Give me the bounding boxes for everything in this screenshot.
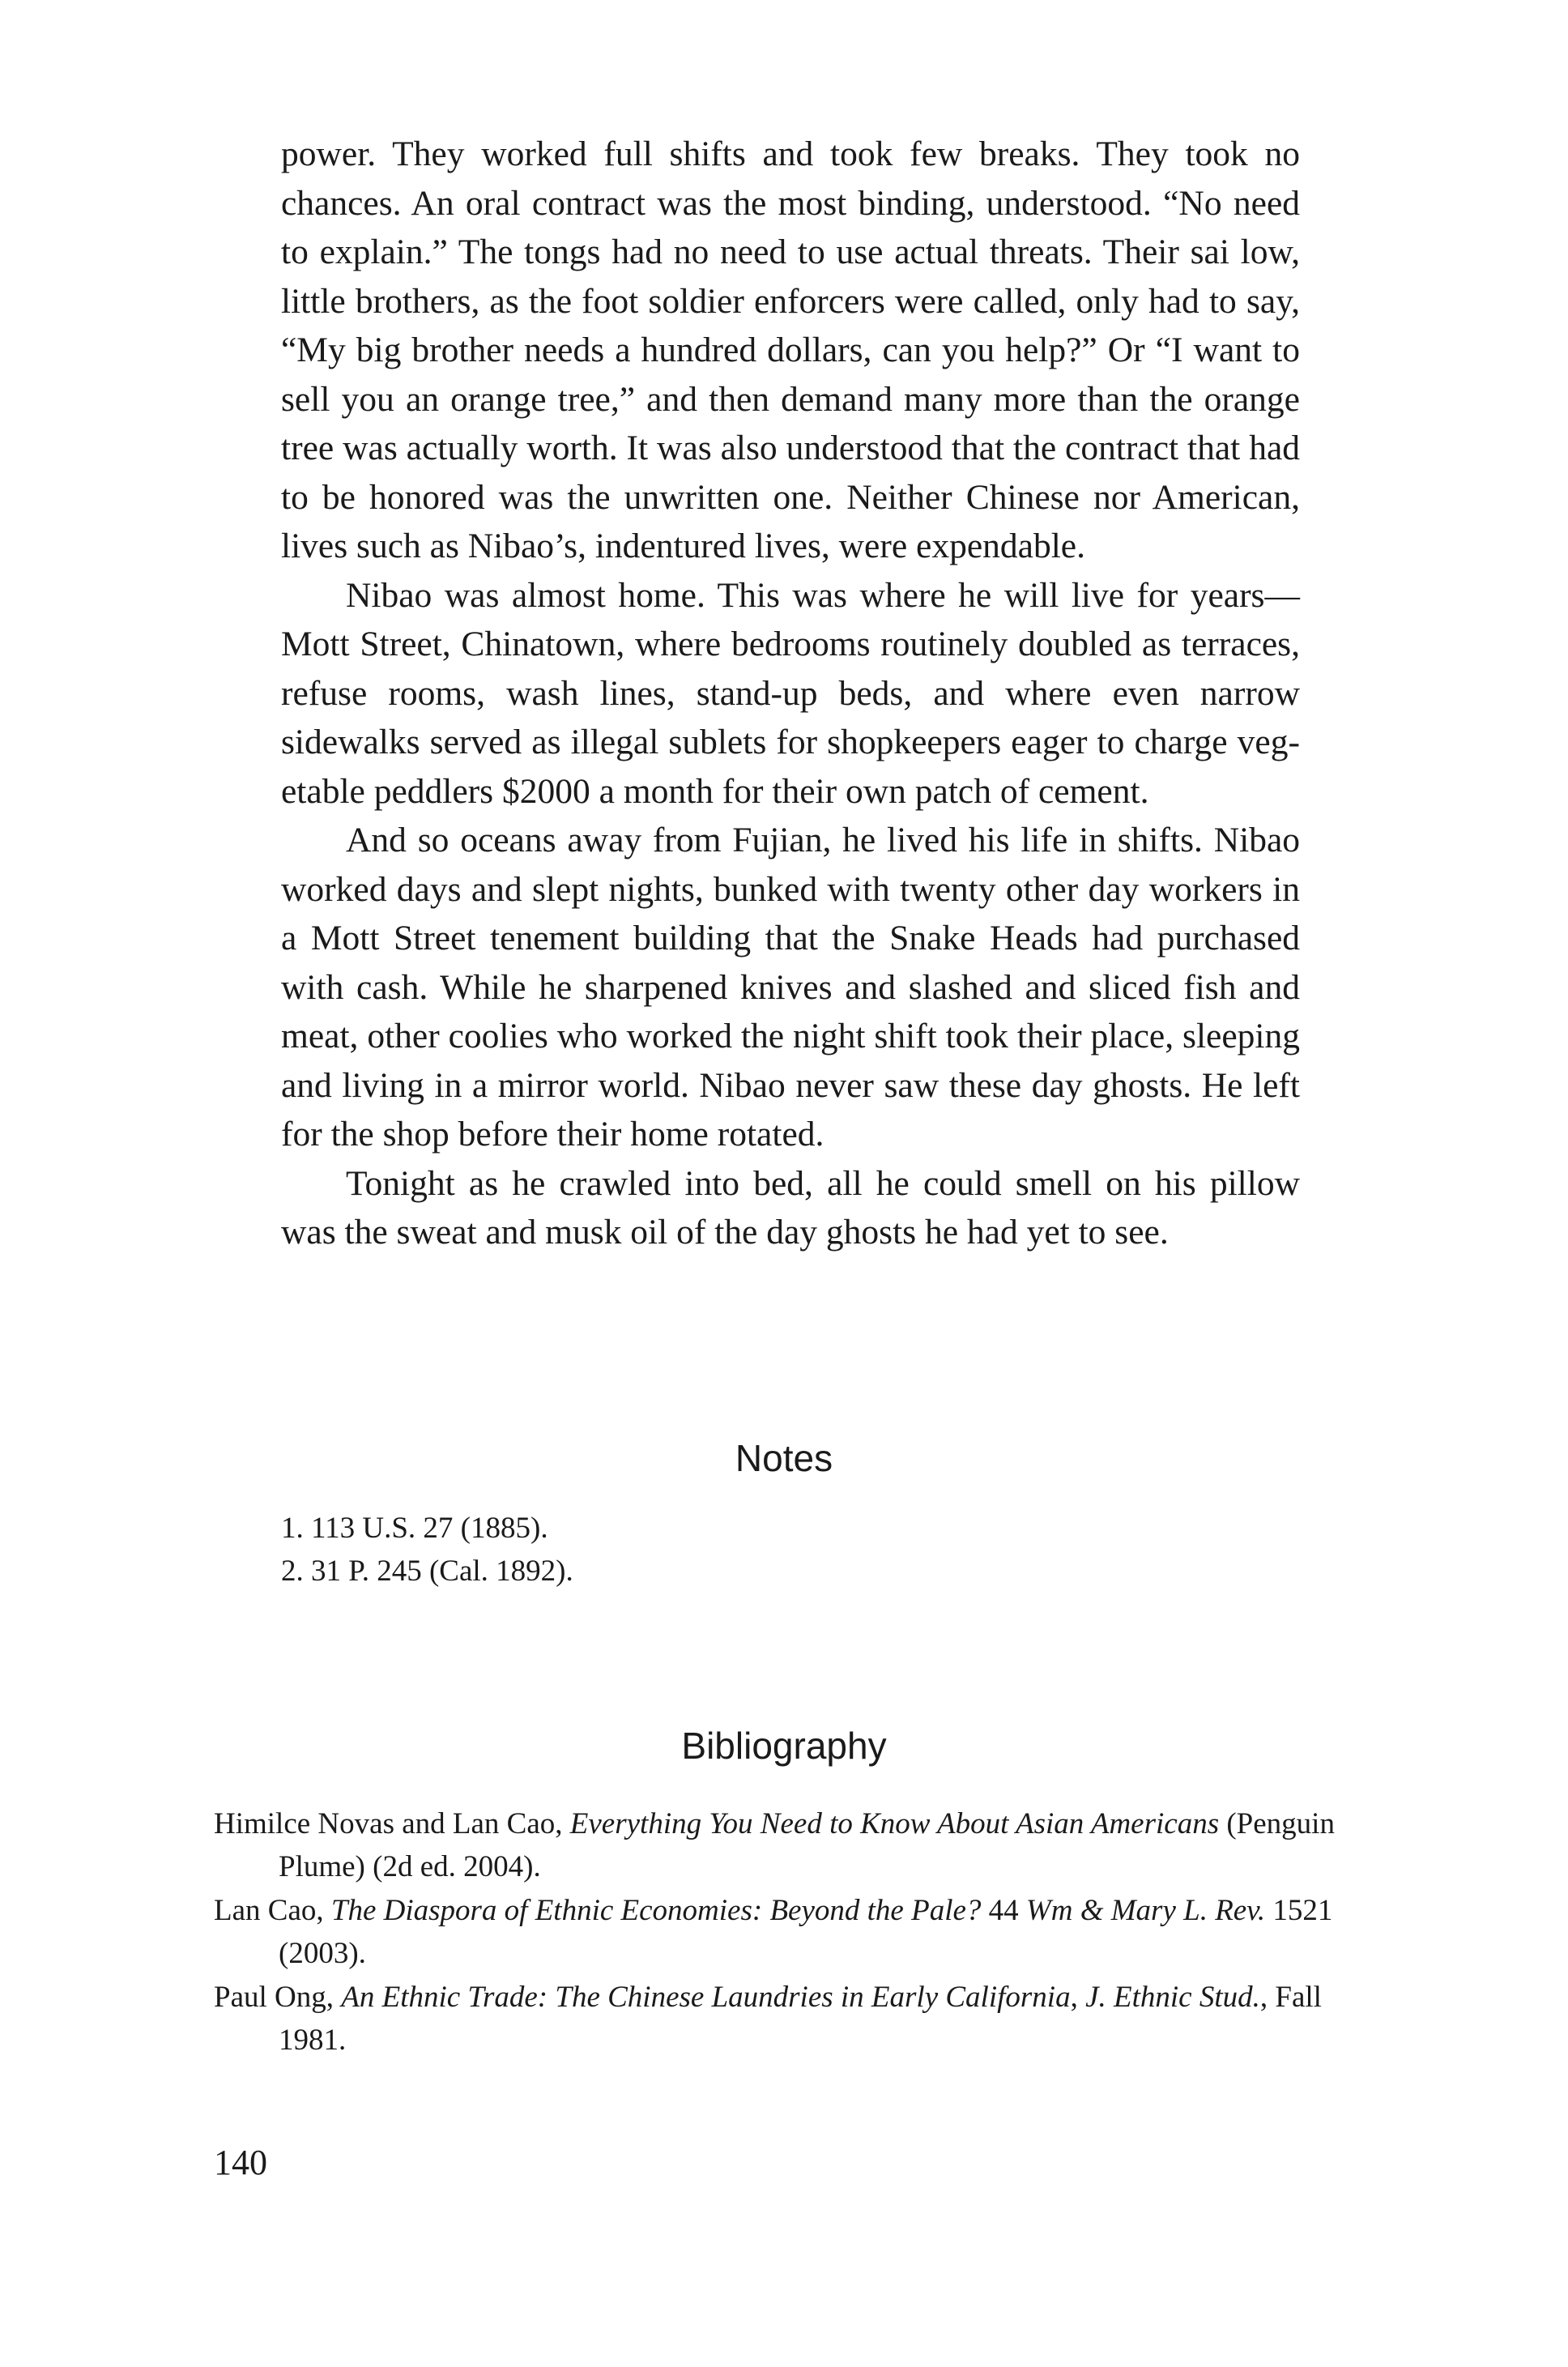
paragraph-2: Nibao was almost home. This was where he will live for years—Mott Street, Chinatown, where bedrooms routinely doubled as terraces, refuse rooms, wash lines, stand-up beds, and where even narrow sidewalks served as illegal sublets for shopkeepers eager to charge vegetable peddlers $2000 a month for their own patch of cement. — [281, 575, 1300, 811]
bibliography-entry — [214, 1802, 1356, 1888]
note-item: 1. 113 U.S. 27 (1885). — [281, 1512, 548, 1545]
bib-title: Everything You Need to Know About Asian Americans — [569, 1807, 1220, 1840]
main-text — [281, 130, 1300, 1257]
paragraph-4: Tonight as he crawled into bed, all he could smell on his pillow was the sweat and musk oil of the day ghosts he had yet to see. — [281, 1163, 1300, 1252]
paragraph-3: And so oceans away from Fujian, he lived his life in shifts. Nibao worked days and slept nights, bunked with twenty other day workers in a Mott Street tenement building that the Snake Heads had purchased with cash. While he sharpened knives and slashed and sliced fish and meat, other coolies who worked the night shift took their place, sleeping and living in a mirror world. Nibao never saw these day ghosts. He left for the shop before their home rotated. — [281, 821, 1300, 1154]
note-item: 2. 31 P. 245 (Cal. 1892). — [281, 1555, 573, 1588]
bib-volume: 44 — [981, 1894, 1026, 1927]
bib-publication: (Penguin Plume) (2d ed. 2004). — [279, 1807, 1335, 1883]
page-number: 140 — [214, 2143, 267, 2182]
bib-pages: 1521 (2003). — [279, 1894, 1333, 1970]
bibliography-list — [214, 1802, 1356, 2062]
notes-heading: Notes — [735, 1437, 833, 1479]
bib-journal: Wm & Mary L. Rev. — [1025, 1894, 1266, 1927]
bib-journal: J. Ethnic Stud. — [1085, 1981, 1260, 2014]
bib-separator: , — [1070, 1981, 1086, 2014]
bib-title: The Diaspora of Ethnic Economies: Beyond the Pale? — [330, 1894, 982, 1927]
notes-list — [281, 1507, 573, 1593]
bib-author: Himilce Novas and Lan Cao, — [214, 1807, 570, 1840]
bibliography-heading: Bibliography — [681, 1725, 887, 1767]
bib-author: Paul Ong, — [214, 1981, 342, 2014]
bibliography-entry — [214, 1976, 1356, 2062]
bib-title: An Ethnic Trade: The Chinese Laundries in Early California — [341, 1981, 1071, 2014]
bib-date: , Fall 1981. — [279, 1981, 1322, 2057]
bib-author: Lan Cao, — [214, 1894, 331, 1927]
bibliography-entry — [214, 1889, 1356, 1975]
paragraph-1: power. They worked full shifts and took few breaks. They took no chances. An oral contract was the most binding, understood. “No need to explain.” The tongs had no need to use actual threats. Their sai low, little brothers, as the foot soldier enforcers were called, only had to say, “My big brother needs a hundred dollars, can you help?” Or “I want to sell you an orange tree,” and then demand many more than the orange tree was actually worth. It was also understood that the contract that had to be honored was the unwritten one. Neither Chinese nor American, lives such as Nibao’s, indentured lives, were expendable. — [281, 134, 1300, 565]
